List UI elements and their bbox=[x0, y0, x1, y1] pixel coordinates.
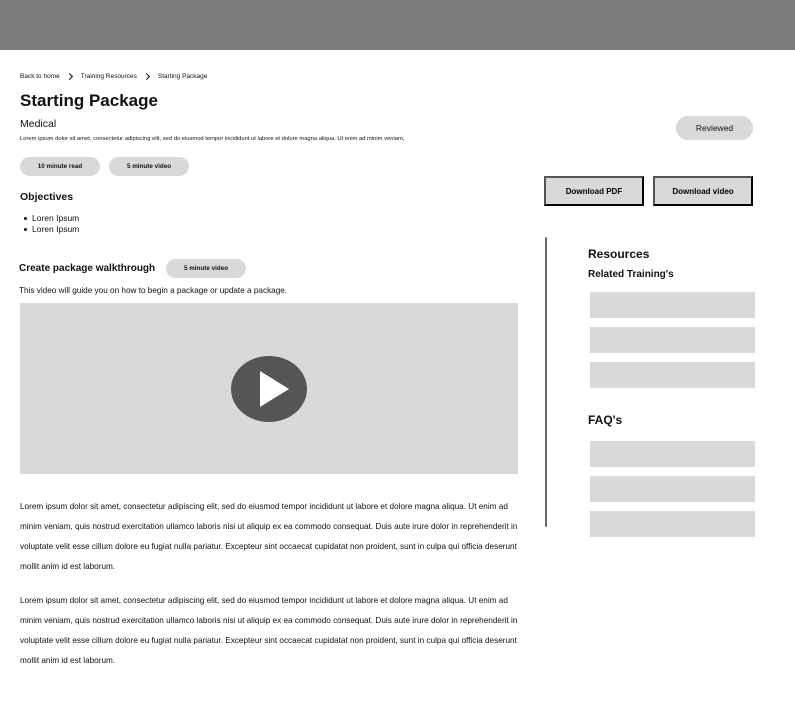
intro-text: Lorem ipsum dolor sit amet, consectetur adipiscing elit, sed do eiusmod tempor incididunt ut labore et dolore magna aliqua. Ut enim ad minim veniam, bbox=[20, 136, 405, 142]
section-heading: Create package walkthrough bbox=[19, 263, 156, 274]
faq-heading: FAQ's bbox=[588, 413, 623, 427]
breadcrumb-current-page: Starting Package bbox=[157, 73, 208, 80]
play-icon[interactable] bbox=[231, 356, 307, 422]
video-time-badge: 5 minute video bbox=[109, 157, 189, 176]
category-label: Medical bbox=[20, 118, 57, 130]
page-title: Starting Package bbox=[20, 91, 158, 110]
related-training-item[interactable] bbox=[590, 327, 755, 353]
body-paragraph: Lorem ipsum dolor sit amet, consectetur adipiscing elit, sed do eiusmod tempor incididunt ut labore et dolore magna aliqua. Ut enim ad minim veniam, quis nostrud exercitation ullamco laboris nisi ut aliquip ex ea commodo consequat. Duis aute irure dolor in reprehenderit in voluptate velit esse cillum dolore eu fugiat nulla pariatur. Excepteur sint occaecat cupidatat non proident, sunt in culpa qui officia deserunt mollit anim id est laborum. bbox=[20, 596, 518, 665]
chevron-right-icon bbox=[143, 73, 150, 80]
download-video-button[interactable]: Download video bbox=[653, 176, 753, 206]
download-pdf-button[interactable]: Download PDF bbox=[544, 176, 644, 206]
faq-item[interactable] bbox=[590, 511, 755, 537]
top-navigation-bar bbox=[0, 0, 795, 50]
objectives-heading: Objectives bbox=[20, 191, 74, 203]
video-player[interactable] bbox=[20, 303, 518, 474]
related-training-item[interactable] bbox=[590, 362, 755, 388]
list-item: Loren Ipsum bbox=[20, 224, 79, 235]
faq-item[interactable] bbox=[590, 441, 755, 467]
chevron-right-icon bbox=[66, 73, 73, 80]
breadcrumb-training-resources[interactable]: Training Resources bbox=[80, 73, 137, 80]
breadcrumb bbox=[20, 73, 207, 80]
section-description: This video will guide you on how to begin a package or update a package. bbox=[19, 286, 288, 295]
related-trainings-heading: Related Training's bbox=[588, 269, 674, 280]
objectives-list bbox=[20, 213, 79, 234]
body-paragraph: Lorem ipsum dolor sit amet, consectetur adipiscing elit, sed do eiusmod tempor incididunt ut labore et dolore magna aliqua. Ut enim ad minim veniam, quis nostrud exercitation ullamco laboris nisi ut aliquip ex ea commodo consequat. Duis aute irure dolor in reprehenderit in voluptate velit esse cillum dolore eu fugiat nulla pariatur. Excepteur sint occaecat cupidatat non proident, sunt in culpa qui officia deserunt mollit anim id est laborum. bbox=[20, 502, 518, 571]
read-time-badge: 10 minute read bbox=[20, 157, 100, 176]
section-video-time-badge: 5 minute video bbox=[166, 259, 246, 278]
breadcrumb-back-home[interactable]: Back to home bbox=[20, 73, 60, 80]
list-item: Loren Ipsum bbox=[20, 213, 79, 224]
related-training-item[interactable] bbox=[590, 292, 755, 318]
resources-heading: Resources bbox=[588, 247, 650, 261]
status-badge: Reviewed bbox=[676, 116, 753, 140]
sidebar-divider bbox=[545, 237, 547, 527]
faq-item[interactable] bbox=[590, 476, 755, 502]
